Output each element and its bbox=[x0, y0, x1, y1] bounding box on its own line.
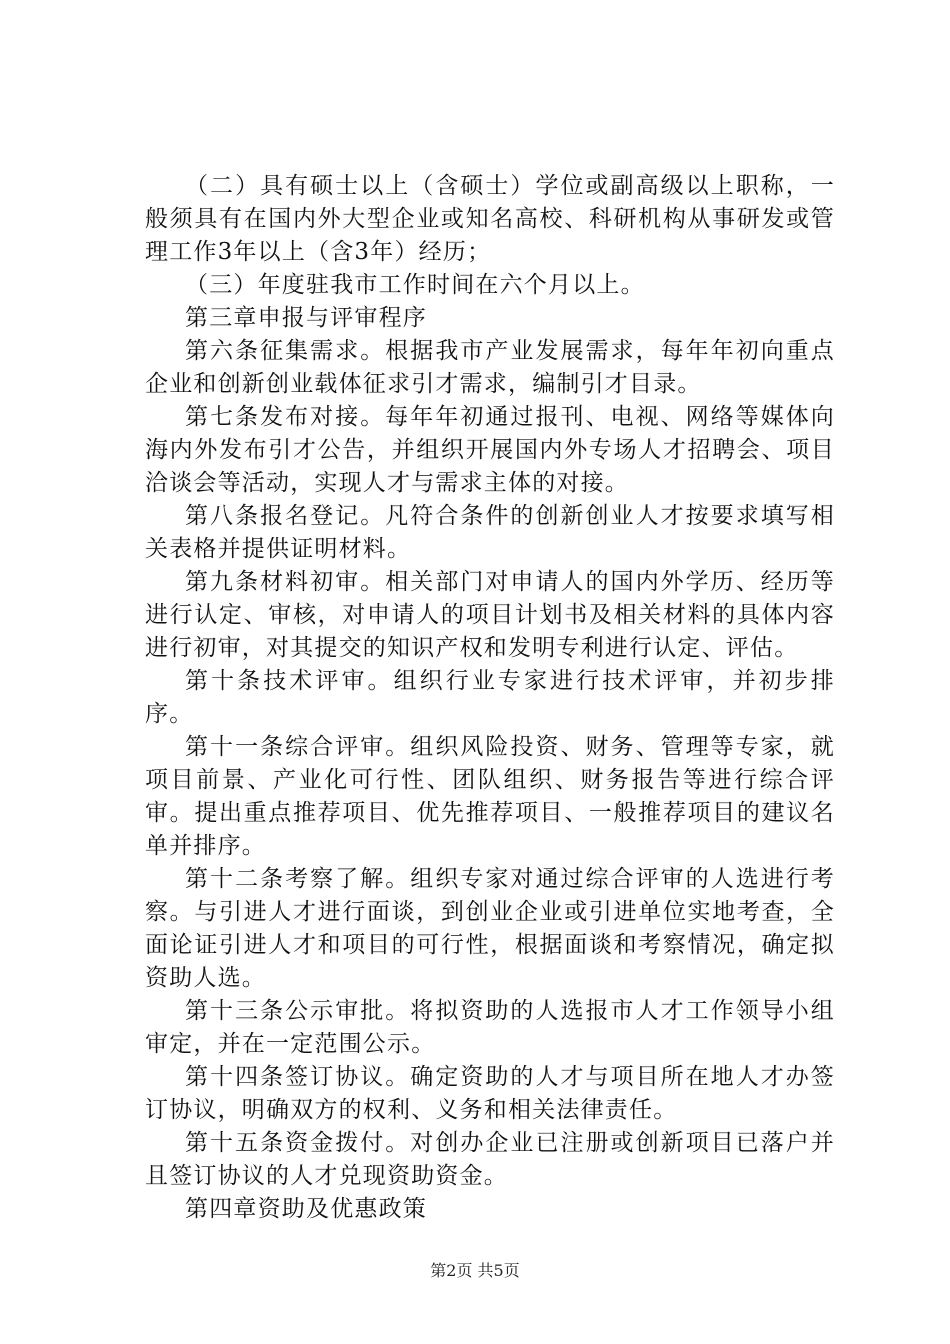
paragraph-item-2: （二）具有硕士以上（含硕士）学位或副高级以上职称，一般须具有在国内外大型企业或知名高校、科研机构从事研发或管理工作3年以上（含3年）经历； bbox=[145, 173, 835, 265]
article-15: 第十五条资金拨付。对创办企业已注册或创新项目已落户并且签订协议的人才兑现资助资金。 bbox=[145, 1130, 835, 1189]
article-11: 第十一条综合评审。组织风险投资、财务、管理等专家，就项目前景、产业化可行性、团队组织、财务报告等进行综合评审。提出重点推荐项目、优先推荐项目、一般推荐项目的建议名单并排序。 bbox=[145, 734, 835, 859]
document-body bbox=[145, 170, 835, 1226]
page-footer bbox=[0, 1258, 950, 1281]
page-number: 第2页 共5页 bbox=[430, 1261, 520, 1280]
article-9: 第九条材料初审。相关部门对申请人的国内外学历、经历等进行认定、审核，对申请人的项目计划书及相关材料的具体内容进行初审，对其提交的知识产权和发明专利进行认定、评估。 bbox=[145, 569, 835, 661]
article-14: 第十四条签订协议。确定资助的人才与项目所在地人才办签订协议，明确双方的权利、义务和相关法律责任。 bbox=[145, 1064, 835, 1123]
article-12: 第十二条考察了解。组织专家对通过综合评审的人选进行考察。与引进人才进行面谈，到创业企业或引进单位实地考查，全面论证引进人才和项目的可行性，根据面谈和考察情况，确定拟资助人选。 bbox=[145, 866, 835, 991]
article-7: 第七条发布对接。每年年初通过报刊、电视、网络等媒体向海内外发布引才公告，并组织开展国内外专场人才招聘会、项目洽谈会等活动，实现人才与需求主体的对接。 bbox=[145, 404, 835, 496]
article-10: 第十条技术评审。组织行业专家进行技术评审，并初步排序。 bbox=[145, 668, 835, 727]
paragraph-item-3: （三）年度驻我市工作时间在六个月以上。 bbox=[185, 272, 645, 298]
article-8: 第八条报名登记。凡符合条件的创新创业人才按要求填写相关表格并提供证明材料。 bbox=[145, 503, 835, 562]
article-13: 第十三条公示审批。将拟资助的人选报市人才工作领导小组审定，并在一定范围公示。 bbox=[145, 998, 835, 1057]
article-6: 第六条征集需求。根据我市产业发展需求，每年年初向重点企业和创新创业载体征求引才需求，编制引才目录。 bbox=[145, 338, 835, 397]
chapter-heading-4: 第四章资助及优惠政策 bbox=[185, 1196, 427, 1222]
chapter-heading-3: 第三章申报与评审程序 bbox=[185, 305, 427, 331]
